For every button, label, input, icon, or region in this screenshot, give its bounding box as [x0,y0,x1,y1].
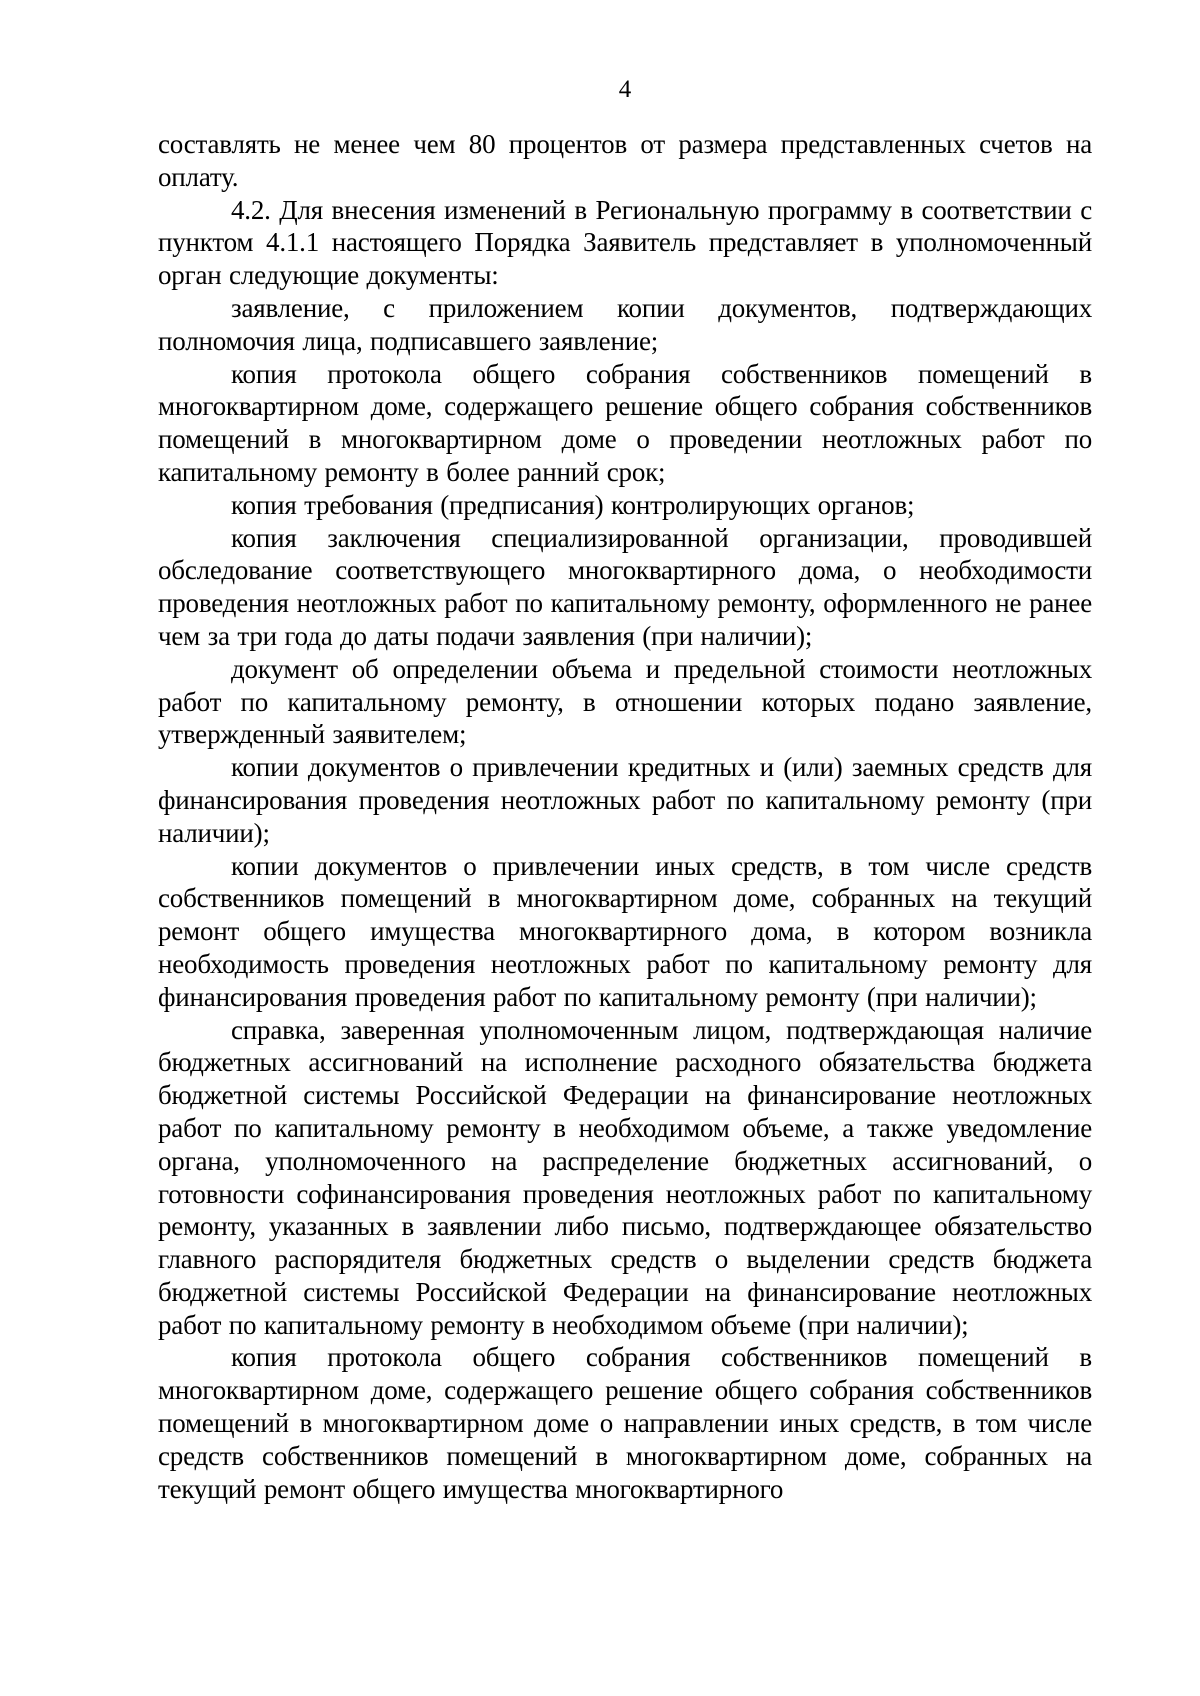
page-number: 4 [618,76,632,103]
list-item-meeting-protocol-other-funds: копия протокола общего собрания собственников помещений в многоквартирном доме, содержащего решение общего собрания собственников помещений в многоквартирном доме о направлении иных средств, в том числе средств собственников помещений в многоквартирном доме, собранных на текущий ремонт общего имущества многоквартирного [158,1342,1092,1504]
list-item-expert-conclusion: копия заключения специализированной организации, проводившей обследование соответствующего многоквартирного дома, о необходимости проведения неотложных работ по капитальному ремонту, оформленного не ранее чем за три года до даты подачи заявления (при наличии); [158,522,1092,651]
list-item-other-funds-documents: копии документов о привлечении иных средств, в том числе средств собственников помещений в многоквартирном доме, собранных на текущий ремонт общего имущества многоквартирного дома, в котором возникла необходимость проведения неотложных работ по капитальному ремонту для финансирования проведения работ по капитальному ремонту (при наличии); [158,850,1092,1012]
document-body [158,128,1092,1505]
paragraph-section-4-2: 4.2. Для внесения изменений в Региональную программу в соответствии с пунктом 4.1.1 настоящего Порядка Заявитель представляет в уполномоченный орган следующие документы: [158,194,1092,291]
list-item-cost-document: документ об определении объема и предельной стоимости неотложных работ по капитальному ремонту, в отношении которых подано заявление, утвержденный заявителем; [158,653,1092,750]
list-item-application: заявление, с приложением копии документов, подтверждающих полномочия лица, подписавшего заявление; [158,292,1092,356]
list-item-credit-documents: копии документов о привлечении кредитных и (или) заемных средств для финансирования проведения неотложных работ по капитальному ремонту (при наличии); [158,752,1092,848]
list-item-budget-certificate: справка, заверенная уполномоченным лицом, подтверждающая наличие бюджетных ассигнований на исполнение расходного обязательства бюджета бюджетной системы Российской Федерации на финансирование неотложных работ по капитальному ремонту в необходимом объеме, а также уведомление органа, уполномоченного на распределение бюджетных ассигнований, о готовности софинансирования проведения неотложных работ по капитальному ремонту, указанных в заявлении либо письмо, подтверждающее обязательство главного распорядителя бюджетных средств о выделении средств бюджета бюджетной системы Российской Федерации на финансирование неотложных работ по капитальному ремонту в необходимом объеме (при наличии); [158,1014,1092,1340]
paragraph-continuation: составлять не менее чем 80 процентов от размера представленных счетов на оплату. [158,129,1092,192]
list-item-inspection-order: копия требования (предписания) контролирующих органов; [231,489,915,520]
list-item-meeting-protocol-early-repair: копия протокола общего собрания собственников помещений в многоквартирном доме, содержащего решение общего собрания собственников помещений в многоквартирном доме о проведении неотложных работ по капитальному ремонту в более ранний срок; [158,358,1092,487]
